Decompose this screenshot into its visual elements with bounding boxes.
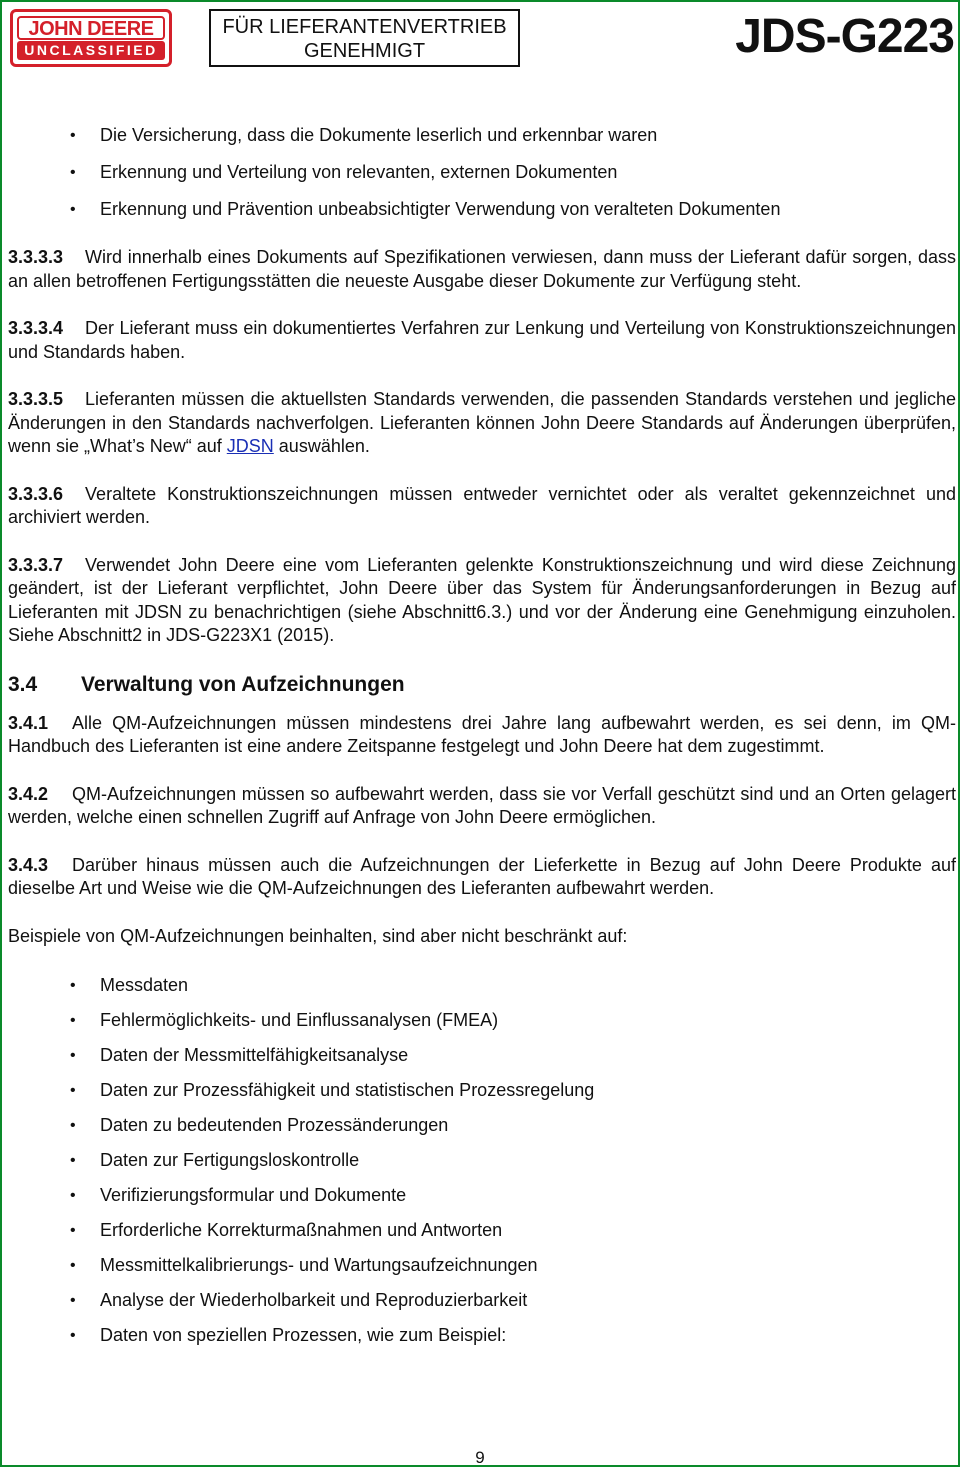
clause-number: 3.3.3.7 [8,554,64,575]
paragraph-text: QM-Aufzeichnungen müssen so aufbewahrt werden, dass sie vor Verfall geschützt sind und an Orten gelagert werden, welche einen schnellen Zugriff auf Anfrage von John Deere ermöglichen. [8,783,956,827]
document-number: JDS-G223 [735,10,954,63]
paragraph-text: Der Lieferant muss ein dokumentiertes Verfahren zur Lenkung und Verteilung von Konstruktionszeichnungen und Standards haben. [8,318,956,362]
list-item: • Die Versicherung, dass die Dokumente leserlich und erkennbar waren [8,124,956,161]
list-item: • Daten der Messmittelfähigkeitsanalyse [8,1044,956,1079]
paragraph-text: Darüber hinaus müssen auch die Aufzeichnungen der Lieferkette in Bezug auf John Deere Produkte auf dieselbe Art und Weise wie die QM-Aufzeichnungen des Lieferanten aufbewahrt werden. [8,854,956,898]
page-number: 9 [475,1448,485,1467]
approval-line-2: GENEHMIGT [303,40,426,62]
list-item: • Erkennung und Verteilung von relevanten, externen Dokumenten [8,161,956,198]
paragraph-text: Verwendet John Deere eine vom Lieferanten gelenkte Konstruktionszeichnung und wird diese Zeichnung geändert, ist der Lieferant verpflichtet, John Deere über das System für Änderungsanforderungen in Bezug auf Lieferanten mit JDSN zu benachrichtigen (siehe Abschnitt6.3.) und vor der Änderung eine Genehmigung einzuholen. Siehe Abschnitt2 in JDS-G223X1 (2015). [8,554,956,645]
list-item: • Daten zur Fertigungsloskontrolle [8,1149,956,1184]
logo-classification-text: UNCLASSIFIED [17,41,165,60]
section-heading [8,672,956,698]
list-item: • Analyse der Wiederholbarkeit und Reproduzierbarkeit [8,1289,956,1324]
clause-number: 3.4.1 [8,712,49,733]
paragraph-3-4-2 [8,783,956,830]
paragraph-text: Veraltete Konstruktionszeichnungen müssen entweder vernichtet oder als veraltet gekennzeichnet und archiviert werden. [8,483,956,527]
logo-brand-text: JOHN DEERE [17,16,165,40]
paragraph-3-3-3-5 [8,388,956,459]
section-title: Verwaltung von Aufzeichnungen [81,672,405,696]
clause-number: 3.3.3.5 [8,389,64,409]
list-item: • Erforderliche Korrekturmaßnahmen und Antworten [8,1219,956,1254]
clause-number: 3.3.3.3 [8,247,64,267]
list-item: • Verifizierungsformular und Dokumente [8,1184,956,1219]
section-number: 3.4 [8,672,38,696]
examples-intro: Beispiele von QM-Aufzeichnungen beinhalten, sind aber nicht beschränkt auf: [8,925,628,946]
document-control-list [8,124,956,235]
paragraph-text: Lieferanten müssen die aktuellsten Standards verwenden, die passenden Standards verstehen und jegliche Änderungen in den Standards nachverfolgen. Lieferanten können John Deere Standards auf Änderungen überprüfen, wenn sie „What’s New“ auf [8,389,956,456]
approval-line-1: FÜR LIEFERANTENVERTRIEB [222,16,507,38]
clause-number: 3.3.3.4 [8,318,64,338]
clause-number: 3.4.3 [8,854,49,875]
list-item: • Daten von speziellen Prozessen, wie zum Beispiel: [8,1324,956,1359]
list-item: • Erkennung und Prävention unbeabsichtigter Verwendung von veralteten Dokumenten [8,198,956,235]
paragraph-3-3-3-4 [8,317,956,364]
list-item: • Messmittelkalibrierungs- und Wartungsaufzeichnungen [8,1254,956,1289]
list-item: • Fehlermöglichkeits- und Einflussanalysen (FMEA) [8,1009,956,1044]
paragraph-text: auswählen. [278,436,370,456]
document-body [8,124,956,1359]
paragraph-text: Wird innerhalb eines Dokuments auf Spezifikationen verwiesen, dann muss der Lieferant dafür sorgen, dass an allen betroffenen Fertigungsstätten die neueste Ausgabe dieser Dokumente zur Verfügung steht. [8,247,956,291]
clause-number: 3.3.3.6 [8,483,64,504]
list-item: • Daten zur Prozessfähigkeit und statistischen Prozessregelung [8,1079,956,1114]
paragraph-3-3-3-6 [8,483,956,530]
approval-box [209,9,520,67]
paragraph-3-3-3-3 [8,246,956,293]
list-item: • Messdaten [8,974,956,1009]
qm-records-list [8,974,956,1359]
paragraph-3-3-3-7 [8,554,956,648]
paragraph-text: Alle QM-Aufzeichnungen müssen mindestens drei Jahre lang aufbewahrt werden, es sei denn, im QM-Handbuch des Lieferanten ist eine andere Zeitspanne festgelegt und John Deere hat dem zugestimmt. [8,712,956,756]
paragraph-3-4-3 [8,854,956,901]
jdsn-link[interactable]: JDSN [226,436,274,456]
list-item: • Daten zu bedeutenden Prozessänderungen [8,1114,956,1149]
john-deere-logo [10,9,172,67]
paragraph-3-4-1 [8,712,956,759]
clause-number: 3.4.2 [8,783,49,804]
